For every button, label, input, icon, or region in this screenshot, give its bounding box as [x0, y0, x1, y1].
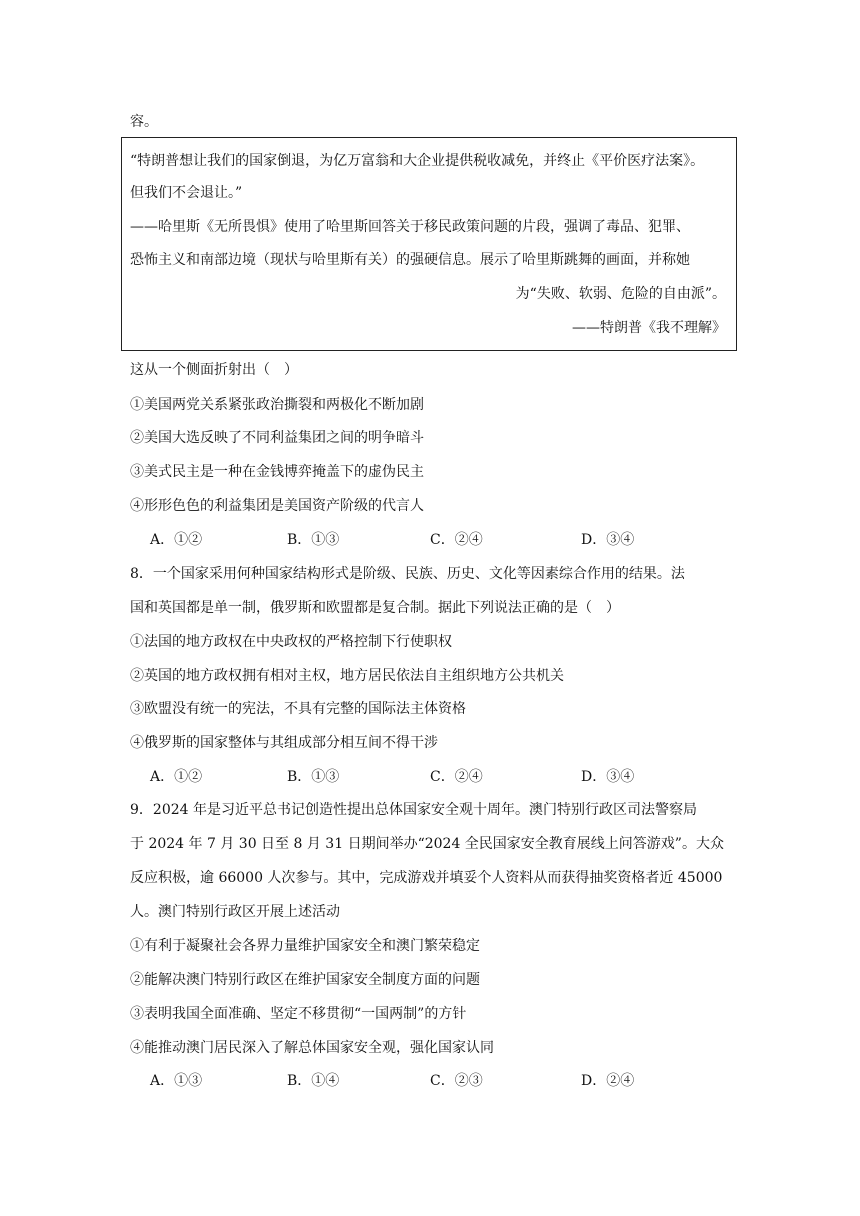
q9-stem: 于 2024 年 7 月 30 日至 8 月 31 日期间举办“2024 全民国家安全教育展线上问答游戏”。大众: [130, 836, 724, 852]
q8-item: ③欧盟没有统一的宪法，不具有完整的国际法主体资格: [130, 701, 466, 717]
q9-item: ③表明我国全面准确、坚定不移贯彻“一国两制”的方针: [130, 1006, 467, 1022]
quote-line: “特朗普想让我们的国家倒退，为亿万富翁和大企业提供税收减免，并终止《平价医疗法案》。: [130, 153, 705, 169]
option-a: A．①②: [150, 532, 203, 548]
q8-stem: 8．一个国家采用何种国家结构形式是阶级、民族、历史、文化等因素综合作用的结果。法: [130, 566, 685, 582]
quote-line: 为“失败、软弱、危险的自由派”。: [515, 286, 726, 302]
quote-line: ——哈里斯《无所畏惧》使用了哈里斯回答关于移民政策问题的片段，强调了毒品、犯罪、: [130, 219, 690, 235]
q7-item: ①美国两党关系紧张政治撕裂和两极化不断加剧: [130, 397, 424, 413]
option-d: D．③④: [581, 532, 635, 548]
q7-item: ④形形色色的利益集团是美国资产阶级的代言人: [130, 498, 424, 514]
option-c: C．②③: [430, 1073, 483, 1089]
option-b: B．①④: [287, 1073, 340, 1089]
quote-line: 但我们不会退让。”: [130, 185, 243, 201]
top-fragment: 容。: [130, 114, 158, 130]
quote-line: 恐怖主义和南部边境（现状与哈里斯有关）的强硬信息。展示了哈里斯跳舞的画面，并称她: [130, 252, 690, 268]
q9-item: ①有利于凝聚社会各界力量维护国家安全和澳门繁荣稳定: [130, 938, 480, 954]
q9-stem: 人。澳门特别行政区开展上述活动: [130, 904, 340, 920]
q8-item: ②英国的地方政权拥有相对主权，地方居民依法自主组织地方公共机关: [130, 668, 564, 684]
q9-stem: 反应积极，逾 66000 人次参与。其中，完成游戏并填妥个人资料从而获得抽奖资格者近 45000: [130, 870, 723, 886]
option-a: A．①③: [150, 1073, 203, 1089]
q8-stem: 国和英国都是单一制，俄罗斯和欧盟都是复合制。据此下列说法正确的是（ ）: [130, 600, 620, 616]
q7-item: ③美式民主是一种在金钱博弈掩盖下的虚伪民主: [130, 464, 424, 480]
quote-box: [121, 137, 737, 351]
q8-item: ①法国的地方政权在中央政权的严格控制下行使职权: [130, 634, 452, 650]
q7-stem: 这从一个侧面折射出（ ）: [130, 362, 298, 378]
q7-item: ②美国大选反映了不同利益集团之间的明争暗斗: [130, 430, 424, 446]
option-b: B．①③: [287, 769, 340, 785]
q9-item: ②能解决澳门特别行政区在维护国家安全制度方面的问题: [130, 972, 480, 988]
option-a: A．①②: [150, 769, 203, 785]
q9-item: ④能推动澳门居民深入了解总体国家安全观，强化国家认同: [130, 1040, 494, 1056]
option-c: C．②④: [430, 769, 483, 785]
quote-attribution: ——特朗普《我不理解》: [572, 320, 726, 336]
q8-item: ④俄罗斯的国家整体与其组成部分相互间不得干涉: [130, 735, 438, 751]
q9-stem: 9．2024 年是习近平总书记创造性提出总体国家安全观十周年。澳门特别行政区司法警察局: [130, 802, 697, 818]
option-b: B．①③: [287, 532, 340, 548]
option-c: C．②④: [430, 532, 483, 548]
option-d: D．③④: [581, 769, 635, 785]
option-d: D．②④: [581, 1073, 635, 1089]
